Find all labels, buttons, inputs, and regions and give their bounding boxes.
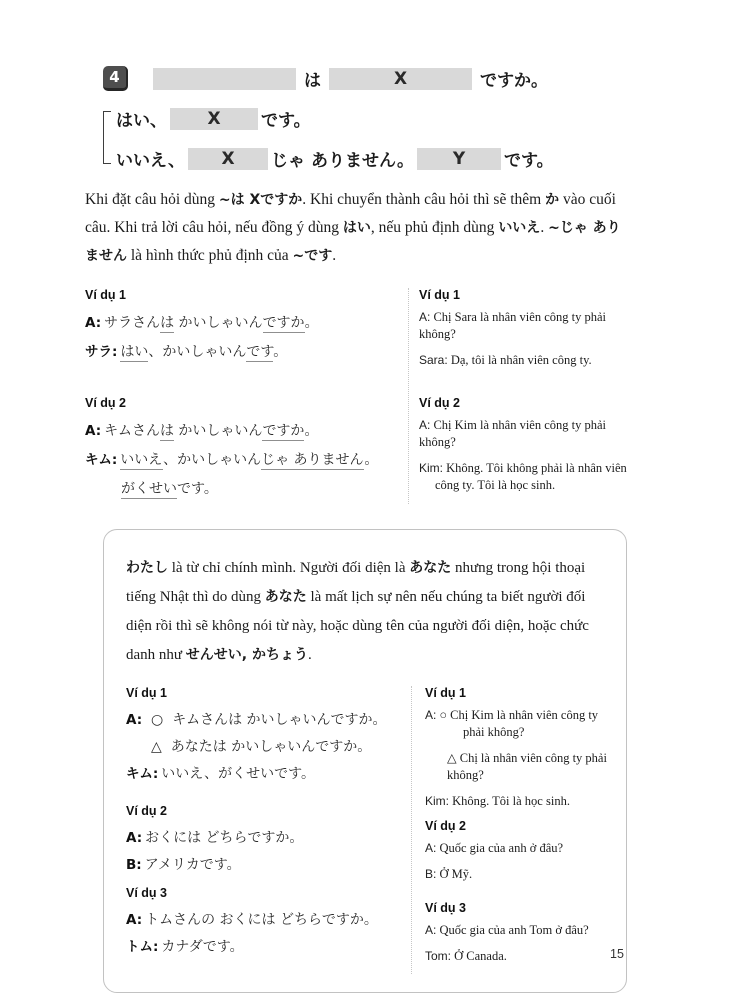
no-suffix: です。 (503, 151, 554, 171)
example-block (425, 901, 610, 965)
dialogue-line (85, 446, 392, 475)
example-label: Ví dụ 1 (425, 686, 466, 700)
translation-text: Chị Kim là nhân viên công ty phải không? (419, 418, 607, 449)
speaker-label: A: (425, 708, 437, 722)
translation-text: Ở Mỹ. (439, 867, 473, 881)
translation-line (419, 460, 645, 494)
grammar-pattern-section (103, 66, 729, 171)
speaker-label: キム: (126, 766, 159, 782)
pattern-yes-row (116, 106, 729, 131)
translation-text: Không. Tôi là học sinh. (452, 794, 570, 808)
y-placeholder: Y (452, 148, 466, 169)
dialogue-text: おくには どちらですか。 (145, 830, 304, 846)
dialogue-text: あなたは かいしゃいんですか。 (170, 739, 372, 755)
dialogue-text: キムさんは かいしゃいんですか。 (172, 712, 387, 728)
translation-line (419, 309, 645, 343)
translation-text: Quốc gia của anh ở đâu? (439, 841, 564, 855)
speaker-label: B: (126, 857, 142, 873)
yes-prefix: はい、 (116, 111, 167, 131)
correct-marker-icon: ○ (151, 712, 164, 728)
speaker-label: Kim: (419, 461, 443, 475)
page-number: 15 (610, 947, 624, 961)
example-block (419, 396, 645, 494)
awkward-marker-icon: △ (447, 751, 457, 765)
correct-marker-icon: ○ (439, 708, 448, 722)
example-block (85, 396, 392, 504)
dialogue-line (126, 934, 401, 961)
speaker-label: A: (425, 923, 437, 937)
speaker-label: Kim: (425, 794, 449, 808)
example-label: Ví dụ 1 (126, 686, 167, 700)
speaker-label: A: (85, 315, 102, 331)
speaker-label: A: (419, 310, 431, 324)
example-label: Ví dụ 2 (126, 804, 167, 818)
dialogue-text: がくせいです。 (121, 481, 218, 497)
example-label: Ví dụ 3 (126, 886, 167, 900)
dialogue-text: はい、かいしゃいんです。 (120, 344, 288, 360)
speaker-label: A: (126, 912, 143, 928)
awkward-marker-icon: △ (151, 739, 162, 755)
translation-line (425, 793, 610, 810)
example-block (126, 804, 401, 886)
speaker-label: A: (126, 830, 143, 846)
x-placeholder: X (207, 108, 221, 129)
translation-text: Ở Canada. (454, 949, 507, 963)
examples-japanese-column (85, 288, 409, 504)
pattern-x-box (329, 68, 472, 90)
example-block (126, 886, 401, 961)
translation-text: Chị Sara là nhân viên công ty phải không? (419, 310, 606, 341)
translation-line (425, 922, 610, 939)
pattern-particle: は (304, 71, 321, 91)
example-label: Ví dụ 2 (425, 819, 466, 833)
dialogue-text: いいえ、かいしゃいんじゃ ありません。 (120, 452, 379, 468)
translation-text: Chị Kim là nhân viên công ty phải không? (450, 708, 599, 739)
example-block (425, 686, 610, 810)
translation-line (425, 750, 610, 784)
dialogue-text: いいえ、がくせいです。 (161, 766, 315, 782)
speaker-label: Sara: (419, 353, 448, 367)
translation-line (419, 417, 645, 451)
no-middle: じゃ ありません。 (271, 151, 414, 171)
dialogue-continuation-line (85, 475, 392, 504)
note-japanese-column (126, 686, 412, 974)
example-block (419, 288, 645, 378)
speaker-label: キム: (85, 452, 118, 468)
translation-line (425, 948, 610, 965)
dialogue-line (85, 417, 392, 446)
speaker-label: トム: (126, 939, 159, 955)
spacer (419, 378, 645, 396)
dialogue-line (85, 309, 392, 338)
dialogue-text: カナダです。 (161, 939, 244, 955)
speaker-label: B: (425, 867, 437, 881)
examples-vietnamese-column (409, 288, 645, 504)
examples-section (85, 288, 645, 504)
translation-text: Chị là nhân viên công ty phải không? (447, 751, 607, 782)
dialogue-line (85, 338, 392, 367)
translation-line (425, 707, 610, 741)
dialogue-line (126, 852, 401, 879)
example-label: Ví dụ 2 (85, 396, 126, 410)
speaker-label: サラ: (85, 344, 118, 360)
pattern-question-row (103, 66, 729, 91)
translation-line (419, 352, 645, 369)
dialogue-line (126, 734, 401, 761)
spacer (85, 378, 392, 396)
example-label: Ví dụ 3 (425, 901, 466, 915)
dialogue-text: トムさんの おくには どちらですか。 (145, 912, 378, 928)
note-box (103, 529, 627, 993)
pattern-number-badge: 4 (103, 66, 128, 91)
example-label: Ví dụ 1 (85, 288, 126, 302)
speaker-label: A: (126, 712, 143, 728)
translation-line (425, 866, 610, 883)
x-placeholder: X (221, 148, 235, 169)
x-placeholder: X (393, 68, 408, 89)
no-prefix: いいえ、 (116, 151, 186, 171)
example-label: Ví dụ 1 (419, 288, 460, 302)
dialogue-text: アメリカです。 (144, 857, 241, 873)
note-vietnamese-column (412, 686, 610, 974)
no-y-box (417, 148, 501, 170)
example-label: Ví dụ 2 (419, 396, 460, 410)
example-block (425, 819, 610, 901)
translation-text: Dạ, tôi là nhân viên công ty. (450, 353, 592, 367)
dialogue-line (126, 707, 401, 734)
pattern-answers-bracket (103, 106, 729, 171)
pattern-blank-box (153, 68, 296, 90)
explanation-paragraph: Khi đặt câu hỏi dùng ~は Xですか. Khi chuyển thành câu hỏi thì sẽ thêm か vào cuối câu. Khi trả lời câu hỏi, nếu đồng ý dùng はい, nếu phủ định dùng いいえ. ~じゃ ありません là hình thức phủ định của ~です. (85, 191, 621, 264)
yes-suffix: です。 (261, 111, 311, 131)
no-x-box (188, 148, 268, 170)
yes-x-box (170, 108, 258, 130)
speaker-label: A: (425, 841, 437, 855)
dialogue-line (126, 761, 401, 788)
note-examples (126, 686, 610, 974)
pattern-no-row (116, 146, 729, 171)
note-paragraph: わたし là từ chỉ chính mình. Người đối diện là あなた nhưng trong hội thoại tiếng Nhật thì do dùng あなた là mất lịch sự nên nếu chúng ta biết người đối diện rồi thì sẽ không nói từ này, hoặc dùng tên của người đối diện, hoặc chức danh như せんせい, かちょう. (126, 560, 589, 663)
speaker-label: A: (85, 423, 102, 439)
speaker-label: A: (419, 418, 431, 432)
dialogue-text: サラさんは かいしゃいんですか。 (104, 315, 319, 331)
translation-text: Không. Tôi không phải là nhân viên công ty. Tôi là học sinh. (435, 461, 627, 492)
dialogue-text: キムさんは かいしゃいんですか。 (104, 423, 319, 439)
translation-text: Quốc gia của anh Tom ở đâu? (439, 923, 589, 937)
translation-line (425, 840, 610, 857)
speaker-label: Tom: (425, 949, 452, 963)
example-block (126, 686, 401, 804)
pattern-question-suffix: ですか。 (480, 71, 548, 91)
example-block (85, 288, 392, 378)
dialogue-line (126, 825, 401, 852)
dialogue-line (126, 907, 401, 934)
